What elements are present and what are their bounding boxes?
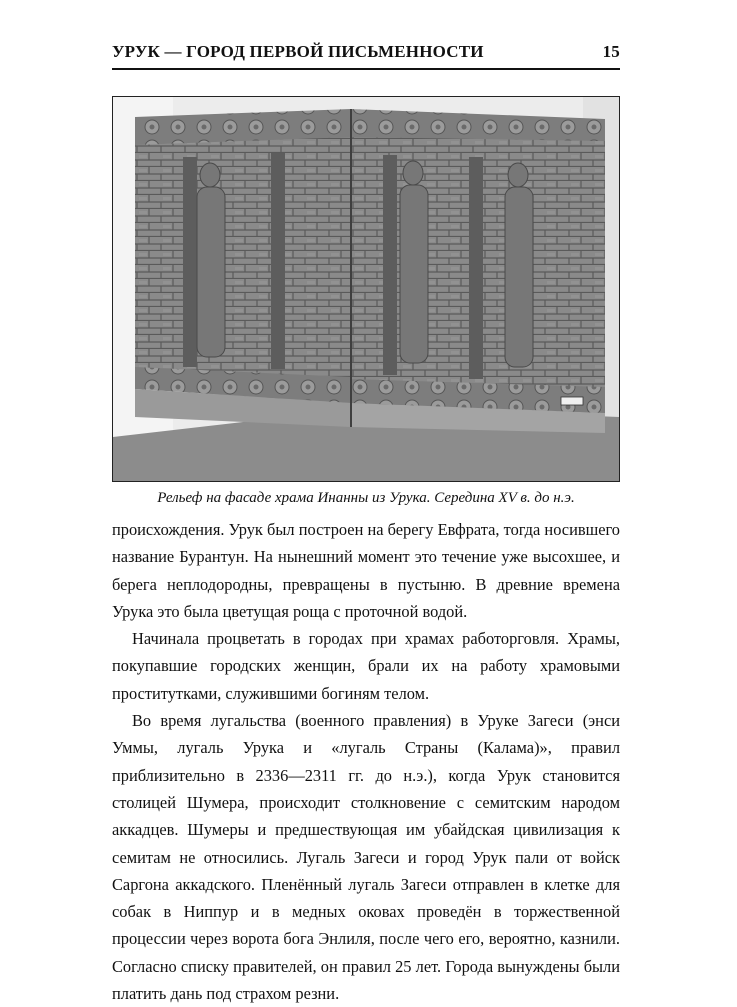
temple-relief-photo	[112, 96, 620, 482]
paragraph: Начинала процветать в городах при храмах работорговля. Храмы, покупавшие городских женщин, брали их на работу храмовыми проститутками, служившими богиням телом.	[112, 629, 620, 703]
body-text	[112, 516, 620, 1007]
paragraph: происхождения. Урук был построен на берегу Евфрата, тогда носившего название Бурантун. На нынешний момент это течение уже высохшее, и берега неплодородны, превращены в пустыню. В древние времена Урука это была цветущая роща с проточной водой.	[112, 520, 620, 621]
running-header-title: УРУК — ГОРОД ПЕРВОЙ ПИСЬМЕННОСТИ	[112, 42, 484, 61]
page-number: 15	[602, 42, 620, 61]
paragraph: Во время лугальства (военного правления) в Уруке Загеси (энси Уммы, лугаль Урука и «лугаль Страны (Калама)», правил приблизительно в 2336—2311 гг. до н.э.), когда Урук становится столицей Шумера, происходит столкновение с семитским народом аккадцев. Шумеры и предшествующая им убайдская цивилизация к семитам не относились. Лугаль Загеси и город Урук пали от войск Саргона аккадского. Пленённый лугаль Загеси отправлен в клетке для собак в Ниппур и в медных оковах проведён в торжественной процессии через ворота бога Энлиля, после чего его, вероятно, казнили. Согласно списку правителей, он правил 25 лет. Города вынуждены были платить дань под страхом резни.	[112, 711, 620, 1004]
running-header	[112, 42, 620, 62]
header-rule	[112, 68, 620, 70]
figure-caption: Рельеф на фасаде храма Инанны из Урука. Середина XV в. до н.э.	[157, 490, 575, 506]
